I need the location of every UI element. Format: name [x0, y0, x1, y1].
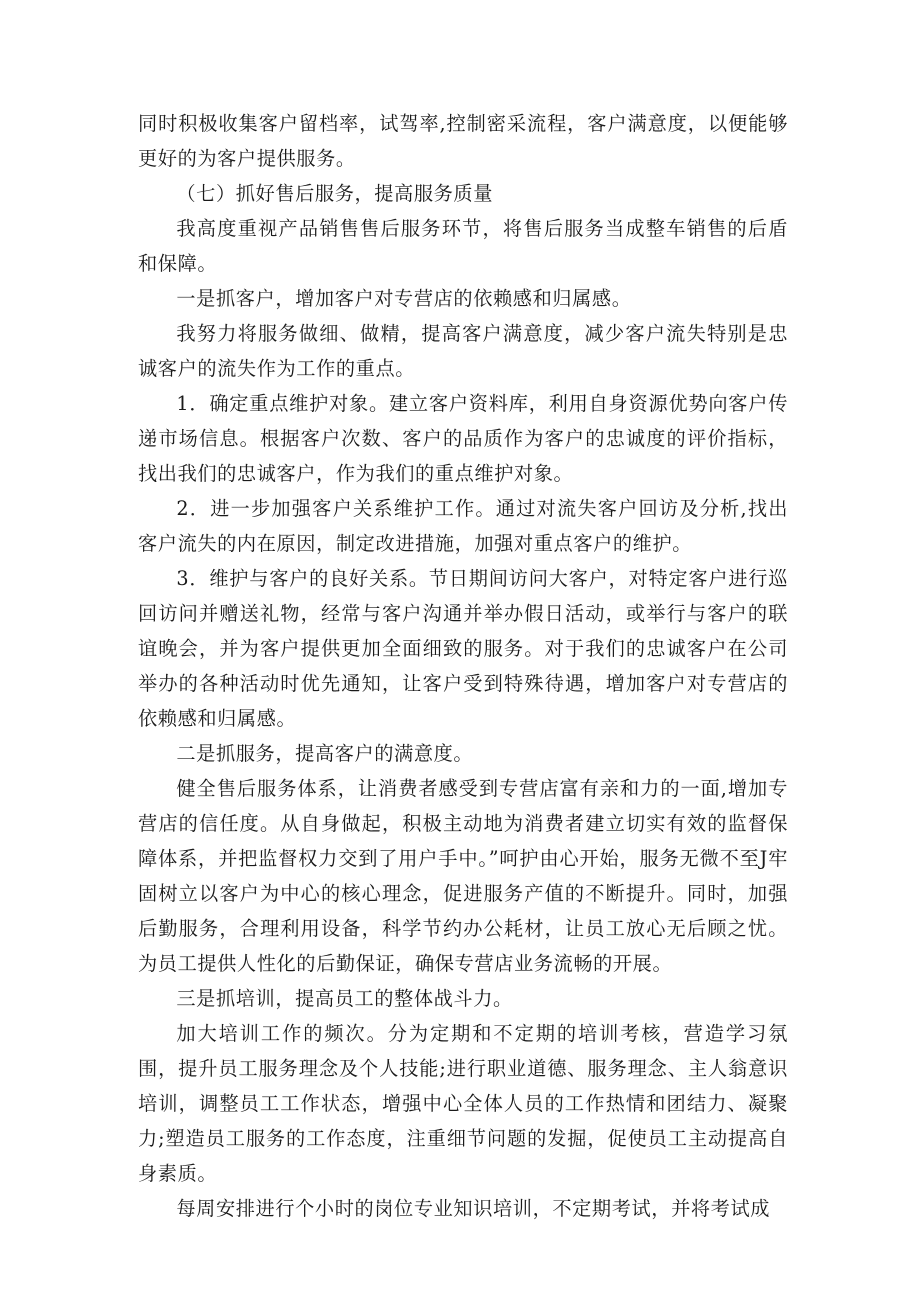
paragraph: 我高度重视产品销售售后服务环节，将售后服务当成整车销售的后盾和保障。	[138, 217, 788, 275]
paragraph: 一是抓客户，增加客户对专营店的依赖感和归属感。	[176, 287, 632, 310]
paragraph: 二是抓服务，提高客户的满意度。	[176, 742, 474, 765]
paragraph: 健全售后服务体系，让消费者感受到专营店富有亲和力的一面,增加专营店的信任度。从自身做起，积极主动地为消费者建立切实有效的监督保障体系，并把监督权力交到了用户手中。”呵护由心开始，服务无微不至J牢固树立以客户为中心的核心理念，促进服务产值的不断提升。同时，加强后勤服务，合理利用设备，科学节约办公耗材，让员工放心无后顾之忧。为员工提供人性化的后勤保证，确保专营店业务流畅的开展。	[138, 777, 788, 975]
paragraph: （七）抓好售后服务，提高服务质量	[176, 182, 493, 205]
paragraph: 3．维护与客户的良好关系。节日期间访问大客户，对特定客户进行巡回访问并赠送礼物，经常与客户沟通并举办假日活动，或举行与客户的联谊晚会，并为客户提供更加全面细致的服务。对于我们的忠诚客户在公司举办的各种活动时优先通知，让客户受到特殊待遇，增加客户对专营店的依赖感和归属感。	[138, 567, 788, 730]
paragraph: 1．确定重点维护对象。建立客户资料库，利用自身资源优势向客户传递市场信息。根据客户次数、客户的品质作为客户的忠诚度的评价指标，找出我们的忠诚客户，作为我们的重点维护对象。	[138, 392, 788, 485]
paragraph: 三是抓培训，提高员工的整体战斗力。	[176, 987, 513, 1010]
paragraph: 2．进一步加强客户关系维护工作。通过对流失客户回访及分析,找出客户流失的内在原因，制定改进措施，加强对重点客户的维护。	[138, 497, 788, 555]
paragraph: 每周安排进行个小时的岗位专业知识培训，不定期考试，并将考试成	[176, 1197, 771, 1220]
document-body	[138, 106, 788, 1226]
paragraph: 加大培训工作的频次。分为定期和不定期的培训考核，营造学习氛围，提升员工服务理念及个人技能;进行职业道德、服务理念、主人翁意识培训，调整员工工作状态，增强中心全体人员的工作热情和团结力、凝聚力;塑造员工服务的工作态度，注重细节问题的发掘，促使员工主动提高自身素质。	[138, 1022, 788, 1185]
paragraph: 同时积极收集客户留档率，试驾率,控制密采流程，客户满意度，以便能够更好的为客户提供服务。	[138, 112, 788, 170]
paragraph: 我努力将服务做细、做精，提高客户满意度，减少客户流失特别是忠诚客户的流失作为工作的重点。	[138, 322, 788, 380]
